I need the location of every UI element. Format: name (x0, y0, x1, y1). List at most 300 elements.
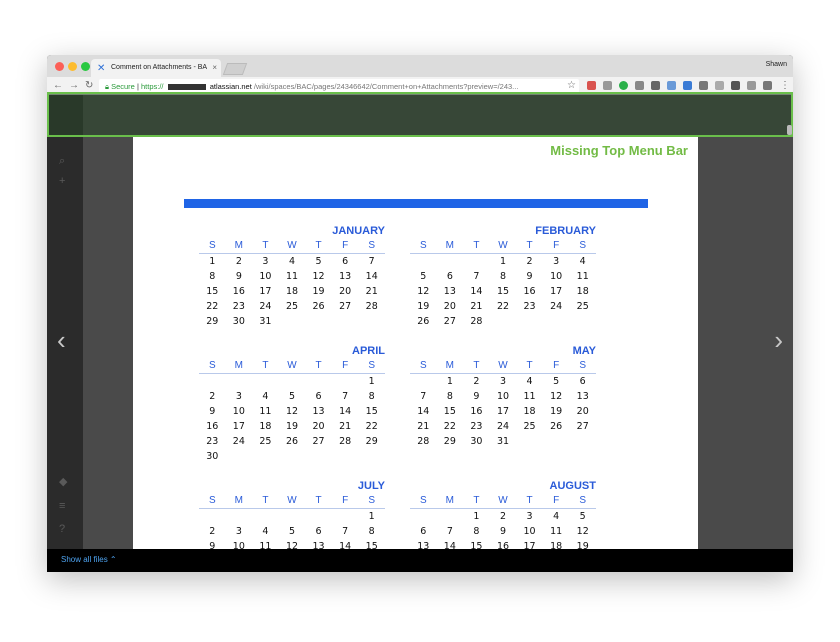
day-cell: 10 (550, 271, 563, 282)
document-preview (133, 137, 698, 549)
tab-strip (47, 55, 793, 77)
day-cell: 7 (420, 391, 427, 402)
menu-icon[interactable]: ≡ (59, 500, 66, 512)
day-cell: 18 (576, 286, 589, 297)
month-january (199, 225, 385, 329)
weekday-label: S (208, 240, 216, 251)
weekday-label: S (419, 240, 427, 251)
day-cell (305, 449, 332, 464)
week-row (199, 524, 385, 539)
day-cell: 14 (470, 286, 483, 297)
week-row (410, 509, 596, 524)
day-cell: 4 (579, 256, 586, 267)
day-cell: 16 (496, 541, 510, 549)
day-cell: 18 (259, 421, 272, 432)
day-cell: 28 (339, 436, 352, 447)
weekday-label: T (473, 360, 480, 371)
day-cell: 17 (259, 286, 272, 297)
day-cell: 6 (315, 391, 322, 402)
weekday-label: F (342, 360, 349, 371)
day-cell: 25 (285, 301, 299, 312)
day-cell: 3 (526, 511, 533, 522)
day-cell: 13 (417, 541, 430, 549)
weekday-label: S (579, 360, 587, 371)
week-row (199, 374, 385, 389)
confluence-icon: ✕ (97, 63, 106, 74)
annotation-label: Missing Top Menu Bar (550, 143, 688, 158)
day-cell: 4 (288, 256, 296, 267)
day-cell: 18 (523, 406, 536, 417)
week-row (410, 524, 596, 539)
url-redacted (168, 84, 206, 90)
day-cell: 19 (576, 541, 589, 549)
day-cell: 2 (526, 256, 533, 267)
day-cell: 16 (470, 406, 483, 417)
chevron-double-up-icon: ⌃ (109, 555, 117, 564)
url-input[interactable] (99, 79, 579, 93)
week-row (410, 254, 596, 269)
weekday-label: F (342, 495, 349, 506)
weekday-label: W (498, 360, 508, 371)
month-title: APRIL (352, 345, 385, 357)
minimize-window-button[interactable] (68, 62, 77, 71)
month-title: MAY (572, 345, 596, 357)
scrollbar[interactable] (787, 125, 792, 135)
day-cell: 4 (553, 511, 560, 522)
day-cell: 19 (285, 421, 299, 432)
extension-icon[interactable] (731, 81, 740, 90)
weekday-label: T (526, 240, 533, 251)
week-row (199, 509, 385, 524)
weekday-label: S (208, 495, 216, 506)
extension-icon[interactable] (747, 81, 756, 90)
day-cell: 24 (232, 436, 245, 447)
day-cell: 5 (315, 256, 322, 267)
month-february (410, 225, 596, 329)
day-cell (437, 254, 464, 269)
day-cell: 29 (365, 436, 378, 447)
day-cell (358, 449, 385, 464)
day-cell (305, 509, 332, 524)
weekday-label: S (208, 360, 216, 371)
day-cell: 7 (342, 526, 349, 537)
weekday-label: S (419, 495, 427, 506)
next-file-arrow-icon[interactable]: › (774, 325, 783, 355)
back-icon[interactable]: ← (53, 80, 63, 91)
day-cell: 11 (550, 526, 563, 537)
day-cell: 2 (209, 526, 216, 537)
day-cell: 14 (365, 271, 378, 282)
weekday-header (199, 239, 385, 254)
weekday-label: S (419, 360, 427, 371)
day-cell (199, 374, 226, 389)
day-cell (305, 374, 332, 389)
day-cell: 26 (417, 316, 430, 327)
weekday-label: T (526, 360, 533, 371)
day-cell: 2 (209, 391, 216, 402)
week-row (199, 434, 385, 449)
day-cell: 27 (576, 421, 589, 432)
day-cell (199, 509, 226, 524)
day-cell: 13 (443, 286, 456, 297)
week-row (199, 539, 385, 549)
week-row (199, 299, 385, 314)
day-cell: 14 (443, 541, 456, 549)
weekday-label: F (553, 360, 560, 371)
weekday-label: M (234, 495, 244, 506)
day-cell: 1 (368, 376, 375, 387)
day-cell: 5 (553, 376, 560, 387)
weekday-label: T (262, 360, 269, 371)
day-cell: 9 (499, 526, 507, 537)
day-cell: 13 (339, 271, 352, 282)
day-cell (410, 254, 437, 269)
extension-icon[interactable] (651, 81, 660, 90)
month-july (199, 480, 385, 549)
day-cell: 3 (553, 256, 560, 267)
day-cell: 4 (262, 526, 269, 537)
weekday-label: M (234, 360, 244, 371)
day-cell: 17 (496, 406, 510, 417)
weekday-label: T (315, 495, 322, 506)
show-all-files-link[interactable] (61, 555, 117, 564)
day-cell: 11 (259, 406, 272, 417)
day-cell: 30 (206, 451, 219, 462)
url-scheme: https:// (140, 82, 164, 91)
day-cell: 7 (342, 391, 349, 402)
day-cell: 11 (259, 541, 272, 549)
browser-window (47, 55, 793, 572)
day-cell: 10 (496, 391, 510, 402)
day-cell: 14 (339, 541, 352, 549)
day-cell (358, 314, 385, 329)
day-cell: 31 (496, 436, 510, 447)
day-cell: 2 (235, 256, 242, 267)
day-cell: 23 (470, 421, 483, 432)
day-cell (226, 449, 253, 464)
day-cell: 21 (470, 301, 483, 312)
weekday-label: W (287, 240, 297, 251)
day-cell: 9 (526, 271, 533, 282)
day-cell: 17 (523, 541, 536, 549)
day-cell: 27 (443, 316, 456, 327)
weekday-label: M (445, 495, 455, 506)
close-window-button[interactable] (55, 62, 64, 71)
day-cell: 18 (285, 286, 299, 297)
day-cell (463, 254, 490, 269)
day-cell: 1 (209, 256, 216, 267)
day-cell: 10 (232, 541, 245, 549)
day-cell: 29 (443, 436, 456, 447)
day-cell: 15 (470, 541, 483, 549)
day-cell: 10 (259, 271, 272, 282)
day-cell: 28 (470, 316, 483, 327)
month-august (410, 480, 596, 549)
day-cell: 17 (550, 286, 563, 297)
day-cell: 23 (523, 301, 536, 312)
day-cell: 21 (339, 421, 352, 432)
week-row (410, 419, 596, 434)
day-cell: 8 (446, 391, 453, 402)
day-cell: 1 (446, 376, 453, 387)
day-cell: 25 (576, 301, 589, 312)
missing-menu-highlight (47, 92, 793, 137)
day-cell (516, 434, 543, 449)
day-cell: 22 (443, 421, 456, 432)
day-cell: 30 (470, 436, 483, 447)
url-host: atlassian.net (209, 82, 252, 91)
day-cell: 22 (365, 421, 378, 432)
day-cell: 1 (473, 511, 480, 522)
weekday-label: W (498, 240, 508, 251)
extension-icon[interactable] (699, 81, 708, 90)
weekday-header (410, 494, 596, 509)
day-cell: 8 (499, 271, 507, 282)
day-cell: 5 (288, 391, 296, 402)
weekday-header (410, 239, 596, 254)
day-cell: 8 (473, 526, 480, 537)
weekday-label: T (473, 240, 480, 251)
month-title: FEBRUARY (535, 225, 596, 237)
extension-icon[interactable] (587, 81, 596, 90)
day-cell: 12 (417, 286, 430, 297)
week-row (199, 404, 385, 419)
day-cell (226, 374, 253, 389)
day-cell (279, 509, 306, 524)
day-cell: 9 (473, 391, 480, 402)
day-cell: 23 (206, 436, 219, 447)
weekday-label: W (498, 495, 508, 506)
day-cell: 20 (312, 421, 325, 432)
url-path: /wiki/spaces/BAC/pages/24346642/Comment+on+Attachments?preview=/243... (253, 82, 519, 91)
header-bar (184, 199, 648, 208)
day-cell: 27 (312, 436, 325, 447)
extension-icon[interactable] (683, 81, 692, 90)
day-cell: 22 (496, 301, 510, 312)
day-cell: 5 (420, 271, 427, 282)
day-cell: 16 (232, 286, 245, 297)
day-cell (410, 374, 437, 389)
day-cell: 4 (262, 391, 269, 402)
extension-icon[interactable] (715, 81, 724, 90)
week-row (410, 539, 596, 549)
day-cell (410, 509, 437, 524)
day-cell: 15 (365, 541, 378, 549)
day-cell: 28 (365, 301, 378, 312)
new-tab-button[interactable] (223, 63, 247, 75)
show-all-files-label: Show all files (61, 555, 108, 564)
day-cell: 10 (523, 526, 536, 537)
weekday-header (199, 494, 385, 509)
day-cell: 9 (209, 406, 216, 417)
day-cell: 7 (368, 256, 375, 267)
browser-menu-icon[interactable]: ⋮ (780, 80, 790, 91)
search-icon[interactable]: ⌕ (59, 155, 66, 167)
day-cell (279, 449, 306, 464)
day-cell: 2 (473, 376, 480, 387)
week-row (410, 389, 596, 404)
bookmark-star-icon[interactable]: ☆ (567, 80, 576, 91)
day-cell: 28 (417, 436, 430, 447)
day-cell: 16 (206, 421, 219, 432)
month-title: JANUARY (332, 225, 385, 237)
day-cell (332, 449, 359, 464)
help-icon[interactable]: ? (59, 523, 66, 535)
day-cell: 1 (368, 511, 375, 522)
month-title: AUGUST (549, 480, 596, 492)
extension-icon[interactable] (635, 81, 644, 90)
day-cell: 15 (496, 286, 510, 297)
day-cell (252, 509, 279, 524)
create-icon[interactable]: + (59, 175, 66, 187)
day-cell: 3 (262, 256, 269, 267)
previous-file-arrow-icon[interactable]: ‹ (57, 325, 66, 355)
day-cell: 18 (550, 541, 563, 549)
day-cell: 11 (285, 271, 299, 282)
day-cell: 4 (526, 376, 533, 387)
day-cell: 23 (232, 301, 245, 312)
day-cell: 19 (417, 301, 430, 312)
day-cell: 12 (550, 391, 563, 402)
week-row (199, 284, 385, 299)
browser-tab[interactable] (91, 59, 221, 77)
day-cell: 6 (446, 271, 453, 282)
month-may (410, 345, 596, 449)
day-cell (569, 434, 596, 449)
day-cell: 16 (523, 286, 536, 297)
weekday-label: S (368, 240, 376, 251)
day-cell: 5 (288, 526, 296, 537)
weekday-label: S (579, 240, 587, 251)
day-cell: 30 (232, 316, 245, 327)
month-title: JULY (357, 480, 385, 492)
day-cell (252, 374, 279, 389)
day-cell: 24 (550, 301, 563, 312)
day-cell: 26 (312, 301, 325, 312)
forward-icon[interactable]: → (69, 80, 79, 91)
day-cell: 6 (420, 526, 427, 537)
weekday-label: F (553, 495, 560, 506)
day-cell (569, 314, 596, 329)
day-cell: 24 (259, 301, 272, 312)
weekday-header (199, 359, 385, 374)
week-row (199, 419, 385, 434)
day-cell (305, 314, 332, 329)
day-cell: 8 (368, 526, 375, 537)
day-cell: 17 (232, 421, 245, 432)
day-cell: 11 (523, 391, 536, 402)
day-cell (332, 374, 359, 389)
day-cell (437, 509, 464, 524)
tab-close-icon[interactable]: × (212, 63, 217, 72)
day-cell: 2 (499, 511, 507, 522)
reload-icon[interactable]: ↻ (85, 80, 94, 91)
profile-name[interactable]: Shawn (765, 61, 787, 68)
weekday-label: W (287, 360, 297, 371)
day-cell: 6 (315, 526, 322, 537)
day-cell: 12 (312, 271, 325, 282)
maximize-window-button[interactable] (81, 62, 90, 71)
day-cell: 27 (339, 301, 352, 312)
day-cell: 15 (365, 406, 378, 417)
weekday-label: T (473, 495, 480, 506)
day-cell: 7 (446, 526, 453, 537)
day-cell: 3 (235, 526, 242, 537)
extension-icon[interactable] (603, 81, 612, 90)
weekday-label: S (579, 495, 587, 506)
week-row (199, 254, 385, 269)
notifications-icon[interactable]: ◆ (59, 476, 68, 488)
day-cell: 12 (285, 541, 299, 549)
day-cell (332, 314, 359, 329)
day-cell: 13 (576, 391, 589, 402)
week-row (410, 404, 596, 419)
extension-icon[interactable] (667, 81, 676, 90)
week-row (410, 269, 596, 284)
day-cell: 6 (579, 376, 586, 387)
weekday-label: T (262, 495, 269, 506)
day-cell: 1 (499, 256, 507, 267)
week-row (199, 314, 385, 329)
day-cell (332, 509, 359, 524)
weekday-label: T (526, 495, 533, 506)
day-cell (490, 314, 517, 329)
day-cell: 6 (342, 256, 349, 267)
month-april (199, 345, 385, 464)
day-cell: 14 (339, 406, 352, 417)
week-row (410, 434, 596, 449)
day-cell: 21 (365, 286, 378, 297)
day-cell (543, 314, 570, 329)
lock-icon: 🔒︎ (105, 82, 112, 91)
week-row (410, 314, 596, 329)
weekday-label: T (315, 360, 322, 371)
extension-icon[interactable] (619, 81, 628, 90)
weekday-header (410, 359, 596, 374)
week-row (410, 299, 596, 314)
secure-label: Secure (111, 82, 135, 91)
day-cell: 9 (235, 271, 242, 282)
cast-icon[interactable] (763, 81, 772, 90)
week-row (410, 374, 596, 389)
weekday-label: M (445, 240, 455, 251)
weekday-label: T (315, 240, 322, 251)
week-row (410, 284, 596, 299)
week-row (199, 449, 385, 464)
tab-title: Comment on Attachments - BA (111, 64, 208, 71)
day-cell: 3 (499, 376, 507, 387)
week-row (199, 389, 385, 404)
day-cell (252, 449, 279, 464)
day-cell: 5 (579, 511, 586, 522)
weekday-label: S (368, 360, 376, 371)
day-cell: 21 (417, 421, 430, 432)
day-cell: 13 (312, 406, 325, 417)
day-cell: 20 (443, 301, 456, 312)
day-cell: 9 (209, 541, 216, 549)
day-cell: 14 (417, 406, 430, 417)
day-cell: 3 (235, 391, 242, 402)
day-cell: 20 (576, 406, 589, 417)
day-cell (279, 374, 306, 389)
weekday-label: S (368, 495, 376, 506)
day-cell: 11 (576, 271, 589, 282)
day-cell: 26 (550, 421, 563, 432)
day-cell: 25 (259, 436, 272, 447)
day-cell: 25 (523, 421, 536, 432)
day-cell (226, 509, 253, 524)
url-separator: | (136, 82, 141, 91)
